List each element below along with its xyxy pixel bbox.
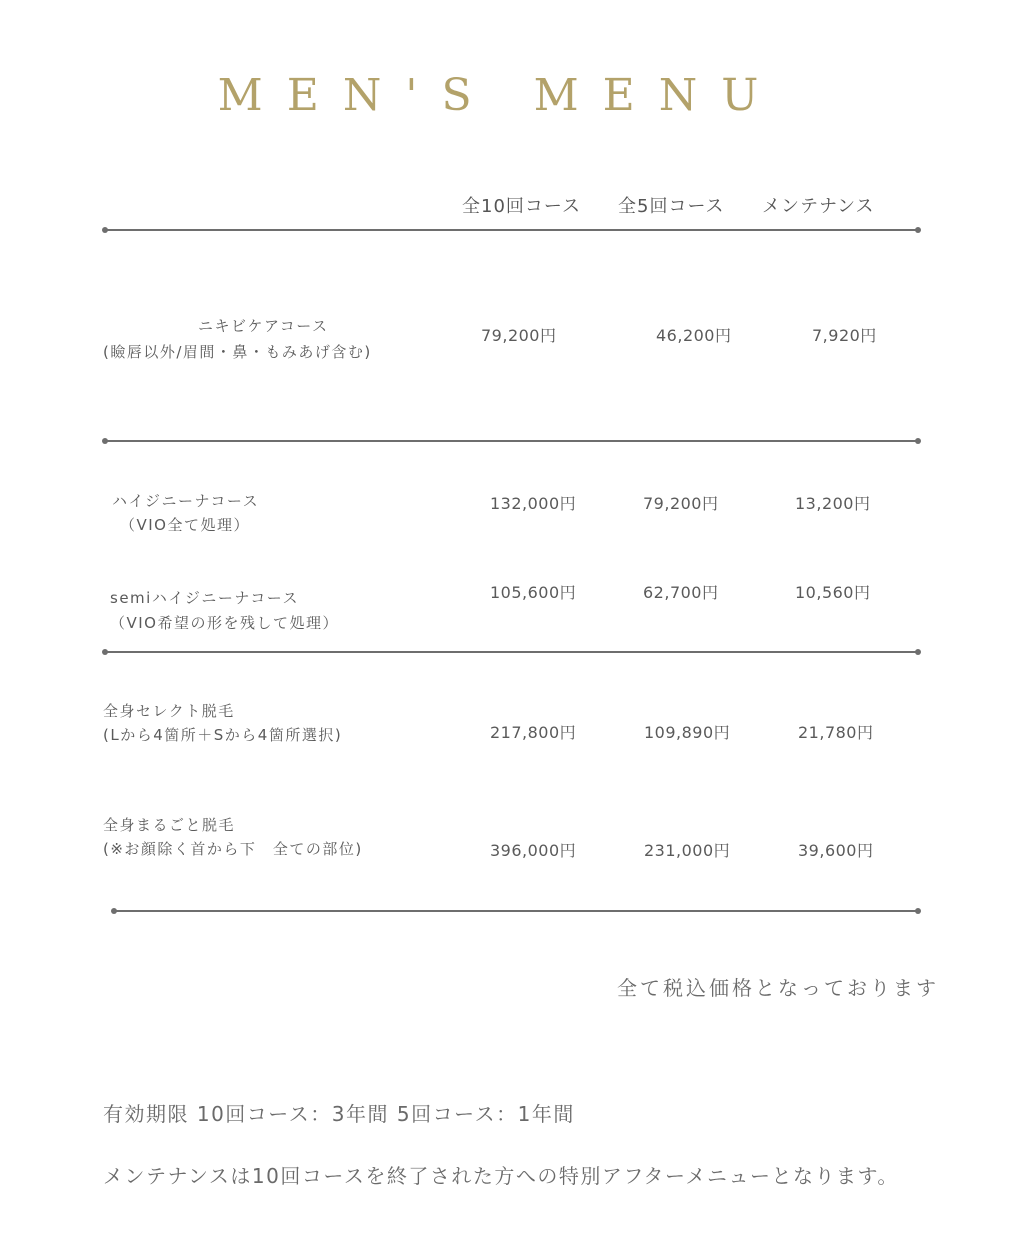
course-name-acne: ニキビケアコース	[198, 317, 329, 335]
page-title: MEN'S MENU	[217, 70, 783, 121]
course-name-hygiene: ハイジニーナコース	[112, 492, 260, 510]
price-5-semi-hygiene: 62,700円	[643, 583, 719, 602]
price-10-body-select: 217,800円	[490, 723, 577, 742]
course-name-full-body: 全身まるごと脱毛	[103, 816, 236, 834]
price-maint-acne: 7,920円	[812, 326, 877, 345]
divider	[114, 910, 918, 912]
price-5-body-select: 109,890円	[644, 723, 731, 742]
price-10-acne: 79,200円	[481, 326, 557, 345]
divider	[105, 440, 918, 442]
price-5-acne: 46,200円	[656, 326, 732, 345]
price-10-semi-hygiene: 105,600円	[490, 583, 577, 602]
price-10-full-body: 396,000円	[490, 841, 577, 860]
course-name-body-select: 全身セレクト脱毛	[103, 702, 235, 720]
column-header-maintenance: メンテナンス	[762, 196, 875, 217]
price-10-hygiene: 132,000円	[490, 494, 577, 513]
tax-note: 全て税込価格となっております	[617, 976, 939, 1000]
course-name-semi-hygiene: semiハイジニーナコース	[110, 589, 299, 607]
price-5-hygiene: 79,200円	[643, 494, 719, 513]
divider	[105, 651, 918, 653]
divider	[105, 229, 918, 231]
price-5-full-body: 231,000円	[644, 841, 731, 860]
column-header-10-course: 全10回コース	[462, 196, 582, 217]
price-maint-body-select: 21,780円	[798, 723, 874, 742]
column-header-5-course: 全5回コース	[618, 196, 725, 217]
course-sub-semi-hygiene: （VIO希望の形を残して処理）	[110, 614, 339, 632]
validity-note: 有効期限 10回コース：3年間 5回コース：1年間	[103, 1102, 575, 1126]
price-maint-hygiene: 13,200円	[795, 494, 871, 513]
maintenance-note: メンテナンスは10回コースを終了された方への特別アフターメニューとなります。	[103, 1164, 899, 1188]
price-maint-full-body: 39,600円	[798, 841, 874, 860]
course-sub-acne: (瞼唇以外/眉間・鼻・もみあげ含む)	[103, 343, 372, 361]
course-sub-full-body: (※お顔除く首から下 全ての部位)	[103, 840, 363, 858]
course-sub-hygiene: （VIO全て処理）	[120, 516, 250, 534]
price-maint-semi-hygiene: 10,560円	[795, 583, 871, 602]
course-sub-body-select: (Lから4箇所＋Sから4箇所選択)	[103, 726, 343, 744]
